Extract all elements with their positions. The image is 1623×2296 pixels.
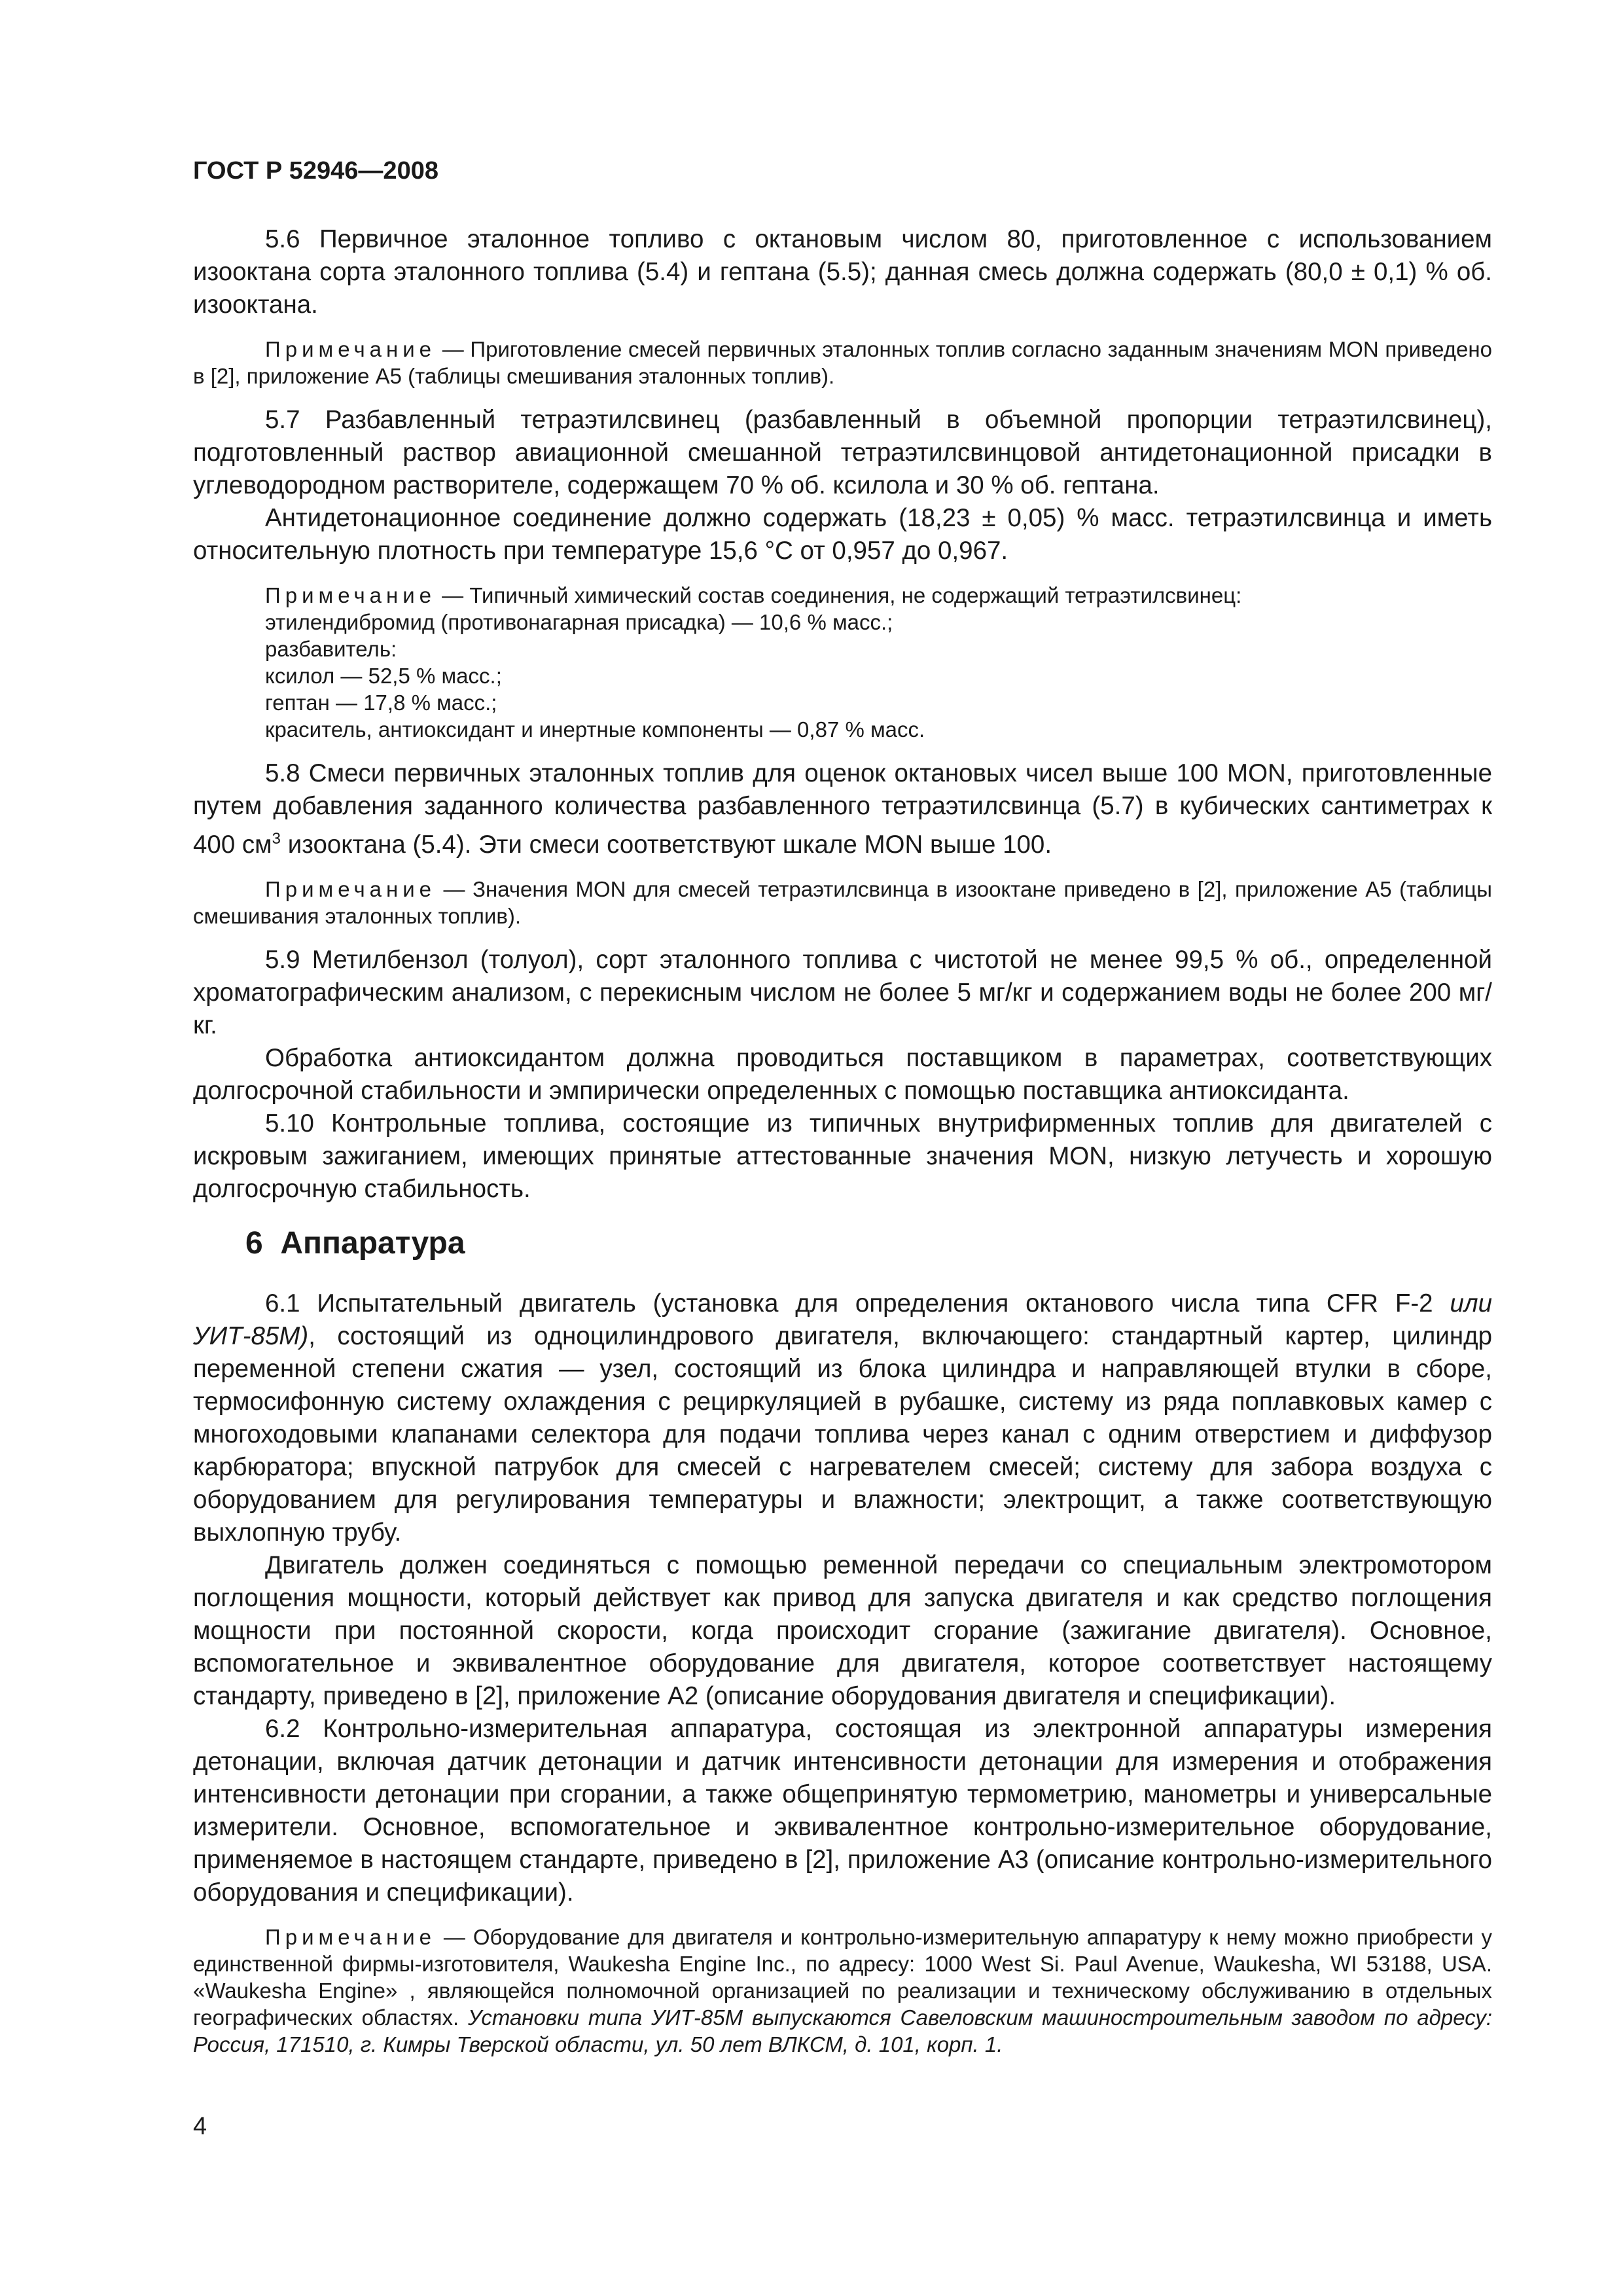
paragraph-5-8-part-a: 5.8 Смеси первичных эталонных топлив для оценок октановых чисел выше 100 MON, приготовленные путем добавления заданного количества разбавленного тетраэтилсвинца (5.7) в кубических сантиметрах к 400 см	[193, 759, 1492, 859]
note-3-text: — Значения MON для смесей тетраэтилсвинца в изооктане приведено в [2], приложение А5 (таблицы смешивания эталонных топлив).	[193, 876, 1492, 928]
note-2-line: краситель, антиоксидант и инертные компоненты — 0,87 % масс.	[265, 717, 925, 742]
section-title: Аппаратура	[280, 1225, 465, 1261]
paragraph-5-9-b: Обработка антиоксидантом должна проводиться поставщиком в параметрах, соответствующих долгосрочной стабильности и эмпирически определенных с помощью поставщика антиоксиданта.	[193, 1043, 1492, 1105]
note-1	[193, 336, 1492, 389]
paragraph-5-7-b: Антидетонационное соединение должно содержать (18,23 ± 0,05) % масс. тетраэтилсвинца и иметь относительную плотность при температуре 15,6 °С от 0,957 до 0,967.	[193, 504, 1492, 565]
paragraph-5-6: 5.6 Первичное эталонное топливо с октановым числом 80, приготовленное с использованием изооктана сорта эталонного топлива (5.4) и гептана (5.5); данная смесь должна содержать (80,0 ± 0,1) % об. изооктана.	[193, 225, 1492, 319]
page-number: 4	[193, 2113, 207, 2140]
note-4-italic: Установки типа УИТ-85М выпускаются Савеловским машиностроительным заводом по адресу: Россия, 171510, г. Кимры Тверской области, ул. 50 лет ВЛКСМ, д. 101, корп. 1.	[193, 2005, 1492, 2056]
paragraph-5-9: 5.9 Метилбензол (толуол), сорт эталонного топлива с чистотой не менее 99,5 % об., определенной хроматографическим анализом, с перекисным числом не более 5 мг/кг и содержанием воды не более 200 мг/кг.	[193, 945, 1492, 1039]
note-4	[193, 1924, 1492, 2058]
note-3	[193, 876, 1492, 929]
paragraph-5-7: 5.7 Разбавленный тетраэтилсвинец (разбавленный в объемной пропорции тетраэтилсвинец), подготовленный раствор авиационной смешанной тетраэтилсвинцовой антидетонационной присадки в углеводородном растворителе, содержащем 70 % об. ксилола и 30 % об. гептана.	[193, 406, 1492, 499]
note-label: Примечание	[265, 337, 437, 361]
section-6-heading	[193, 1225, 1492, 1261]
note-2-text: — Типичный химический состав соединения, не содержащий тетраэтилсвинец:	[436, 583, 1242, 607]
document-header: ГОСТ Р 52946—2008	[193, 157, 438, 185]
paragraph-6-1-part-b: , состоящий из одноцилиндрового двигателя, включающего: стандартный картер, цилиндр переменной степени сжатия — узел, состоящий из блока цилиндра и направляющей втулки в сборе, термосифонную систему охлаждения с рециркуляцией в рубашке, систему из ряда поплавковых камер с многоходовыми клапанами селектора для подачи топлива через канал с одним отверстием и диффузор карбюратора; впускной патрубок для смесей с нагревателем смесей; систему для забора воздуха с оборудованием для регулирования температуры и влажности; электрощит, а также соответствующую выхлопную трубу.	[193, 1321, 1492, 1547]
note-2-line: разбавитель:	[265, 637, 397, 661]
paragraph-6-2: 6.2 Контрольно-измерительная аппаратура, состоящая из электронной аппаратуры измерения детонации, включая датчик детонации и датчик интенсивности детонации для измерения и отображения интенсивности детонации при сгорании, а также общепринятую термометрию, манометры и универсальные измерители. Основное, вспомогательное и эквивалентное контрольно-измерительное оборудование, применяемое в настоящем стандарте, приведено в [2], приложение А3 (описание контрольно-измерительного оборудования и спецификации).	[193, 1714, 1492, 1907]
section-number: 6	[245, 1225, 263, 1261]
paragraph-5-8-part-b: изооктана (5.4). Эти смеси соответствуют шкале MON выше 100.	[281, 830, 1052, 859]
note-2-line: гептан — 17,8 % масс.;	[265, 691, 497, 715]
paragraph-6-1-b: Двигатель должен соединяться с помощью ременной передачи со специальным электромотором поглощения мощности, который действует как привод для запуска двигателя и как средство поглощения мощности при постоянной скорости, когда происходит сгорание (зажигание двигателя). Основное, вспомогательное и эквивалентное оборудование для двигателя, которое соответствует настоящему стандарту, приведено в [2], приложение А2 (описание оборудования двигателя и спецификации).	[193, 1551, 1492, 1710]
note-2-line: этилендибромид (противонагарная присадка) — 10,6 % масс.;	[265, 610, 893, 634]
paragraph-6-1-italic: или УИТ-85М)	[193, 1289, 1492, 1350]
note-label: Примечание	[265, 583, 437, 607]
note-2-line: ксилол — 52,5 % масс.;	[265, 664, 502, 688]
paragraph-5-10: 5.10 Контрольные топлива, состоящие из типичных внутрифирменных топлив для двигателей с искровым зажиганием, имеющих принятые аттестованные значения MON, низкую летучесть и хорошую долгосрочную стабильность.	[193, 1109, 1492, 1203]
paragraph-6-1	[193, 1287, 1492, 1549]
note-2	[193, 582, 1492, 609]
paragraph-5-8	[193, 757, 1492, 861]
superscript-3: 3	[272, 830, 281, 848]
note-label: Примечание	[265, 876, 437, 901]
note-4-text: — Оборудование для двигателя и контрольно-измерительную аппаратуру к нему можно приобрести у единственной фирмы-изготовителя, Waukesha Engine Inc., по адресу: 1000 West Si. Paul Avenue, Waukesha, WI 53188, USA. «Waukesha Engine» , являющейся полномочной организацией по реализации и техническому обслуживанию в отдельных географических областях.	[193, 1924, 1492, 2030]
paragraph-6-1-part-a: 6.1 Испытательный двигатель (установка для определения октанового числа типа CFR F-2	[265, 1289, 1450, 1318]
document-page	[193, 157, 1492, 2058]
note-label: Примечание	[265, 1924, 437, 1949]
note-1-text: — Приготовление смесей первичных эталонных топлив согласно заданным значениям MON приведено в [2], приложение А5 (таблицы смешивания эталонных топлив).	[193, 337, 1492, 388]
